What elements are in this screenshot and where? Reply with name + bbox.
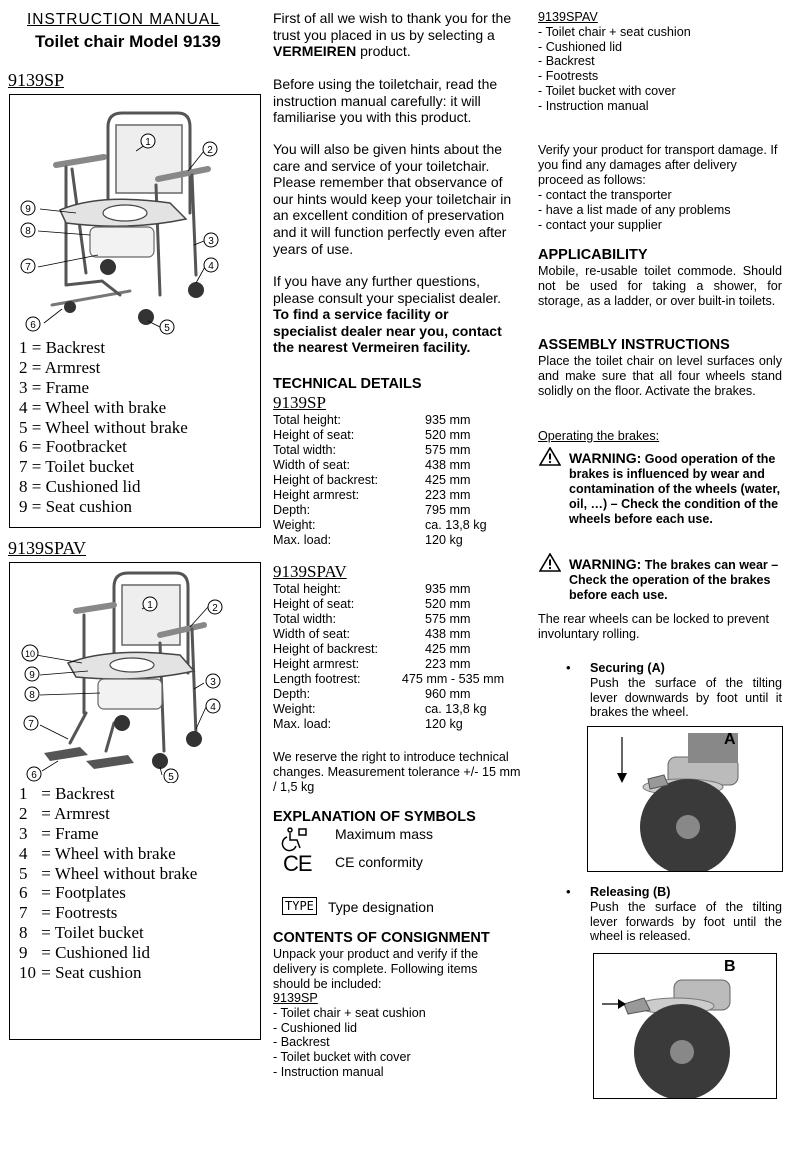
spec-row: Max. load: 120 kg (273, 533, 463, 547)
intro-paragraph-4: If you have any further questions, please consult your specialist dealer. To find a service facility or specialist dealer near you, contact the nearest Vermeiren facility. (273, 273, 502, 356)
tech-spav-label: 9139SPAV (273, 562, 347, 581)
intro-paragraph-2: Before using the toiletchair, read the instruction manual carefully: it will familiarise you with this product. (273, 76, 498, 126)
sp-heading: 9139SP (8, 70, 65, 90)
tech-sp-table (273, 413, 518, 548)
spec-row: Height of seat: 520 mm (273, 428, 471, 442)
releasing-heading: Releasing (B) (590, 885, 671, 899)
applicability-text: Mobile, re-usable toilet commode. Should not be used for taking a shower, for storage, as a ladder, or over built-in toilets. (538, 264, 782, 308)
contents-heading: CONTENTS OF CONSIGNMENT (273, 930, 490, 946)
service-notice: To find a service facility or specialist dealer near you, contact the nearest Vermeiren facility. (273, 306, 502, 356)
spav-callout: 6 (31, 770, 37, 781)
type-mark-icon: TYPE (282, 897, 317, 915)
list-item: - Cushioned lid (538, 39, 623, 54)
max-mass-icon (281, 827, 309, 853)
list-item: - Instruction manual (273, 1064, 384, 1079)
securing-block (590, 661, 782, 720)
legend-item: 8 = Toilet bucket (19, 923, 144, 943)
legend-item: 7 = Toilet bucket (19, 457, 135, 477)
intro-paragraph-3: You will also be given hints about the care and service of your toiletchair. Please remember that observance of our hints would keep your toiletchair in an excellent condition of preservation and it will function perfectly even after years of use. (273, 141, 512, 257)
contents-sp-list (273, 991, 426, 1080)
spec-row: Height of backrest: 425 mm (273, 473, 471, 487)
wheel-brake-illustration-a (588, 727, 782, 871)
manual-title: INSTRUCTION MANUAL (27, 11, 220, 28)
tech-heading: TECHNICAL DETAILS (273, 376, 422, 392)
securing-text: Push the surface of the tilting lever downwards by foot until it brakes the wheel. (590, 675, 782, 720)
legend-item: 4 = Wheel with brake (19, 843, 176, 863)
spav-callout: 3 (210, 677, 216, 688)
sp-legend (19, 338, 188, 517)
spec-row: Height armrest: 223 mm (273, 657, 471, 671)
legend-item: 1 = Backrest (19, 338, 106, 357)
legend-item: 3 = Frame (19, 823, 99, 843)
list-item: - Instruction manual (538, 98, 649, 113)
list-item: - Toilet bucket with cover (273, 1050, 411, 1065)
list-item: - have a list made of any problems (538, 202, 731, 217)
spec-row: Depth: 795 mm (273, 503, 471, 517)
legend-item: 8 = Cushioned lid (19, 477, 141, 497)
list-item: - Backrest (273, 1035, 330, 1050)
contents-spav-list (538, 10, 691, 114)
list-item: - Toilet chair + seat cushion (273, 1005, 426, 1020)
sp-callout: 9 (25, 204, 31, 215)
spec-row: Total height: 935 mm (273, 413, 471, 427)
legend-item: 2 = Armrest (19, 357, 101, 377)
spec-row: Height of seat: 520 mm (273, 597, 471, 611)
figure-a (587, 726, 783, 872)
transport-intro: Verify your product for transport damage. If you find any damages after delivery proceed as follows: (538, 143, 778, 187)
spav-callout: 8 (29, 690, 35, 701)
legend-item: 5 = Wheel without brake (19, 417, 188, 437)
list-item: - contact the transporter (538, 188, 672, 202)
sp-callout: 8 (25, 226, 31, 237)
spav-callout: 2 (212, 603, 218, 614)
legend-item: 2 = Armrest (19, 803, 110, 823)
contents-intro: Unpack your product and verify if the delivery is complete. Following items should be included: (273, 947, 479, 991)
model-title: Toilet chair Model 9139 (35, 32, 221, 51)
spav-figure-box (9, 562, 261, 1040)
spec-row: Length footrest: 475 mm - 535 mm (273, 672, 505, 686)
warning-2: WARNING: The brakes can wear – Check the operation of the brakes before each use. (569, 556, 779, 602)
list-item: - Backrest (538, 54, 595, 69)
legend-item: 3 = Frame (19, 377, 90, 397)
tech-sp-label: 9139SP (273, 393, 326, 412)
spec-row: Total height: 935 mm (273, 582, 471, 596)
legend-item: 6 = Footbracket (19, 437, 127, 457)
brand-name: VERMEIREN (273, 43, 357, 60)
legend-item: 6 = Footplates (19, 883, 126, 903)
spav-callout: 4 (210, 702, 216, 713)
sp-chair-illustration (10, 95, 260, 339)
legend-item: 7 = Footrests (19, 903, 118, 923)
brakes-heading: Operating the brakes: (538, 429, 660, 443)
spav-legend (19, 784, 197, 983)
spec-row: Depth: 960 mm (273, 687, 471, 701)
spav-heading: 9139SPAV (8, 538, 87, 558)
tech-spav-table (273, 582, 518, 732)
symbol-type-label: Type designation (328, 899, 434, 915)
sp-callout: 3 (208, 236, 214, 247)
assembly-heading: ASSEMBLY INSTRUCTIONS (538, 337, 730, 353)
warning-icon (539, 447, 561, 466)
figure-b (593, 953, 777, 1099)
legend-item: 5 = Wheel without brake (19, 863, 198, 883)
legend-item: 1 = Backrest (19, 784, 115, 803)
spav-chair-illustration (10, 563, 260, 783)
list-item: - Toilet chair + seat cushion (538, 24, 691, 39)
spec-row: Height armrest: 223 mm (273, 488, 471, 502)
intro-paragraph-1: First of all we wish to thank you for the trust you placed in us by selecting a VERMEIREN product. (273, 10, 512, 60)
releasing-text: Push the surface of the tilting lever forwards by foot until the wheel is released. (590, 899, 782, 944)
legend-item: 10 = Seat cushion (19, 963, 142, 983)
securing-heading: Securing (A) (590, 661, 665, 675)
spec-row: Width of seat: 438 mm (273, 458, 471, 472)
sp-callout: 7 (25, 262, 31, 273)
spav-callout: 7 (28, 719, 34, 730)
legend-item: 9 = Seat cushion (19, 497, 132, 517)
rear-wheels-text: The rear wheels can be locked to prevent involuntary rolling. (538, 612, 770, 641)
sp-callout: 4 (208, 261, 214, 272)
spav-callout: 9 (29, 670, 35, 681)
transport-list (538, 188, 731, 232)
symbols-heading: EXPLANATION OF SYMBOLS (273, 809, 476, 825)
applicability-heading: APPLICABILITY (538, 247, 648, 263)
sp-callout: 5 (164, 323, 170, 334)
warning-1: WARNING: Good operation of the brakes is influenced by wear and contamination of the wheels (water, oil, …) – Check the condition of the wheels before each use. (569, 450, 781, 526)
contents-spav-label: 9139SPAV (538, 10, 598, 24)
sp-figure-box (9, 94, 261, 528)
sp-callout: 2 (207, 145, 213, 156)
list-item: - Toilet bucket with cover (538, 83, 676, 98)
contents-sp-label: 9139SP (273, 991, 318, 1005)
figure-a-label: A (724, 731, 736, 748)
legend-item: 9 = Cushioned lid (19, 943, 151, 963)
tech-note: We reserve the right to introduce technical changes. Measurement tolerance +/- 15 mm / 1,5 kg (273, 750, 521, 794)
symbol-max-mass-label: Maximum mass (335, 826, 434, 842)
releasing-block (590, 885, 782, 944)
list-item: - Cushioned lid (273, 1020, 358, 1035)
bullet: • (566, 884, 571, 899)
spec-row: Width of seat: 438 mm (273, 627, 471, 641)
list-item: - contact your supplier (538, 217, 662, 232)
list-item: - Footrests (538, 69, 599, 84)
bullet: • (566, 660, 571, 675)
spav-callout: 1 (147, 600, 153, 611)
spec-row: Height of backrest: 425 mm (273, 642, 471, 656)
figure-b-label: B (724, 958, 736, 975)
legend-item: 4 = Wheel with brake (19, 397, 167, 417)
spec-row: Total width: 575 mm (273, 443, 471, 457)
sp-callout: 1 (145, 137, 151, 148)
spec-row: Total width: 575 mm (273, 612, 471, 626)
spav-callout: 5 (168, 772, 174, 783)
spav-callout: 10 (24, 649, 36, 659)
sp-callout: 6 (30, 320, 36, 331)
wheel-brake-illustration-b (594, 954, 776, 1098)
spec-row: Weight: ca. 13,8 kg (273, 518, 487, 532)
ce-mark-icon: CE (283, 851, 312, 876)
spec-row: Weight: ca. 13,8 kg (273, 702, 487, 716)
assembly-text: Place the toilet chair on level surfaces only and make sure that all four wheels stand solidly on the floor. Activate the brakes. (538, 354, 782, 398)
spec-row: Max. load: 120 kg (273, 717, 463, 731)
warning-icon (539, 553, 561, 572)
symbol-ce-label: CE conformity (335, 854, 423, 870)
